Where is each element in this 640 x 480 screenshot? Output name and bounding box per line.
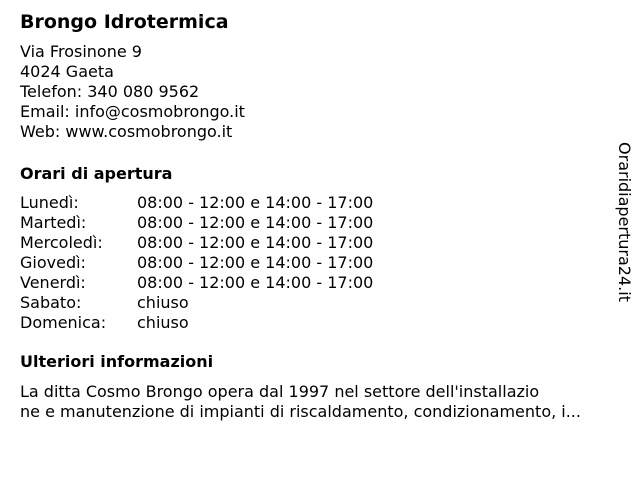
day-label: Mercoledì: — [20, 233, 103, 252]
hours-row — [20, 313, 373, 333]
day-label: Martedì: — [20, 213, 87, 232]
web-line: Web: www.cosmobrongo.it — [20, 122, 233, 141]
more-info-heading: Ulteriori informazioni — [20, 352, 214, 371]
day-label: Domenica: — [20, 313, 107, 332]
hours-row — [20, 273, 373, 293]
more-info-line: La ditta Cosmo Brongo opera dal 1997 nel settore dell'installazio — [20, 382, 540, 401]
day-hours: 08:00 - 12:00 e 14:00 - 17:00 — [137, 253, 374, 272]
day-hours: 08:00 - 12:00 e 14:00 - 17:00 — [137, 213, 374, 232]
hours-row — [20, 213, 373, 233]
day-hours: chiuso — [137, 313, 189, 332]
hours-row — [20, 253, 373, 273]
site-watermark: Oraridiapertura24.it — [615, 142, 634, 302]
day-hours: chiuso — [137, 293, 189, 312]
business-name: Brongo Idrotermica — [20, 11, 229, 33]
day-hours: 08:00 - 12:00 e 14:00 - 17:00 — [137, 273, 374, 292]
day-label: Lunedì: — [20, 193, 79, 212]
hours-row — [20, 293, 373, 313]
phone-line: Telefon: 340 080 9562 — [20, 82, 200, 101]
more-info-line: ne e manutenzione di impianti di riscaldamento, condizionamento, i... — [20, 402, 581, 421]
opening-hours-heading: Orari di apertura — [20, 164, 173, 183]
address-street: Via Frosinone 9 — [20, 42, 142, 61]
more-info-text — [20, 382, 620, 422]
hours-row — [20, 193, 373, 213]
day-hours: 08:00 - 12:00 e 14:00 - 17:00 — [137, 233, 374, 252]
day-label: Giovedì: — [20, 253, 86, 272]
hours-row — [20, 233, 373, 253]
contact-block — [20, 42, 620, 142]
day-label: Sabato: — [20, 293, 82, 312]
day-label: Venerdì: — [20, 273, 86, 292]
address-city: 4024 Gaeta — [20, 62, 114, 81]
opening-hours-table — [20, 193, 373, 333]
email-line: Email: info@cosmobrongo.it — [20, 102, 245, 121]
day-hours: 08:00 - 12:00 e 14:00 - 17:00 — [137, 193, 374, 212]
business-card — [20, 10, 620, 422]
